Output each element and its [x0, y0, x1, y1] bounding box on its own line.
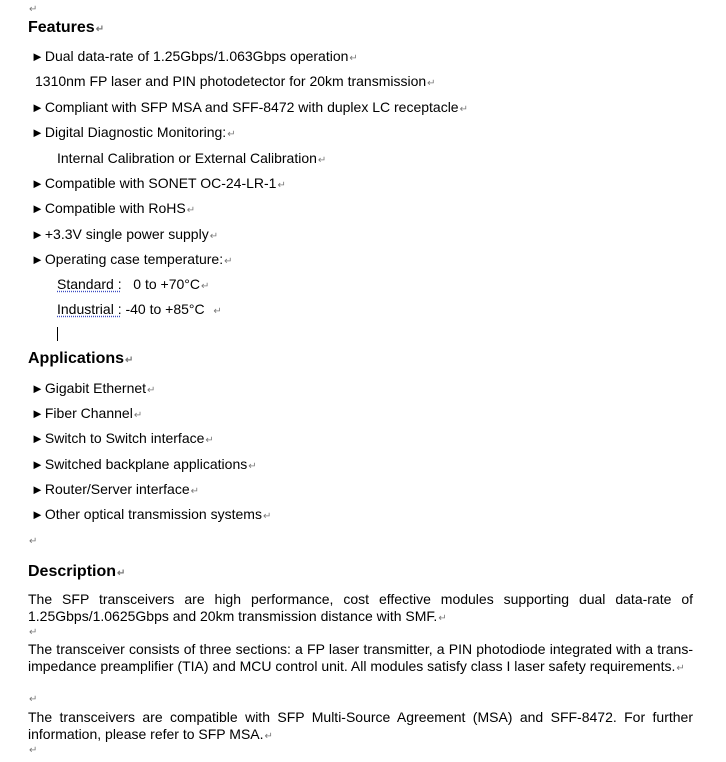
text-cursor[interactable] [57, 327, 58, 341]
feature-item: ►Digital Diagnostic Monitoring:↵ [31, 124, 236, 140]
description-paragraph: The SFP transceivers are high performance, cost effective modules supporting dual data-rate of 1.25Gbps/1.0625Gbps and 20km transmission distance with SMF.↵ [28, 591, 693, 624]
applications-heading: Applications↵ [28, 350, 134, 367]
paragraph-mark: ↵ [29, 694, 38, 705]
feature-item: ►Operating case temperature:↵ [31, 251, 233, 267]
application-item: ►Gigabit Ethernet↵ [31, 380, 156, 396]
paragraph-mark: ↵ [29, 4, 38, 15]
temperature-standard: Standard : 0 to +70°C↵ [57, 276, 210, 292]
bullet-arrow-icon: ► [31, 125, 44, 140]
description-paragraph: The transceivers are compatible with SFP Multi-Source Agreement (MSA) and SFF-8472. For further information, please refer to SFP MSA.↵ [28, 709, 693, 742]
application-item: ►Switch to Switch interface↵ [31, 430, 214, 446]
application-item: ►Fiber Channel↵ [31, 405, 143, 421]
bullet-arrow-icon: ► [31, 100, 44, 115]
paragraph-mark: ↵ [29, 745, 38, 756]
feature-item: ►Dual data-rate of 1.25Gbps/1.063Gbps operation↵ [31, 48, 358, 64]
feature-item: ►Compatible with SONET OC-24-LR-1↵ [31, 175, 286, 191]
bullet-arrow-icon: ► [31, 201, 44, 216]
feature-subitem: Internal Calibration or External Calibration↵ [57, 150, 327, 166]
feature-item: ►+3.3V single power supply↵ [31, 226, 219, 242]
bullet-arrow-icon: ► [31, 457, 44, 472]
bullet-arrow-icon: ► [31, 406, 44, 421]
application-item: ►Switched backplane applications↵ [31, 456, 257, 472]
description-paragraph: The transceiver consists of three sections: a FP laser transmitter, a PIN photodiode integrated with a trans-impedance preamplifier (TIA) and MCU control unit. All modules satisfy class I laser safety requirements.↵ [28, 641, 693, 674]
bullet-arrow-icon: ► [31, 176, 44, 191]
paragraph-mark: ↵ [29, 536, 38, 547]
bullet-arrow-icon: ► [31, 252, 44, 267]
bullet-arrow-icon: ► [31, 482, 44, 497]
paragraph-mark: ↵ [29, 627, 38, 638]
application-item: ►Other optical transmission systems↵ [31, 506, 272, 522]
application-item: ►Router/Server interface↵ [31, 481, 199, 497]
feature-item: 1310nm FP laser and PIN photodetector for 20km transmission↵ [35, 73, 436, 89]
bullet-arrow-icon: ► [31, 227, 44, 242]
industrial-label: Industrial : [57, 301, 122, 317]
description-heading: Description↵ [28, 563, 126, 580]
bullet-arrow-icon: ► [31, 49, 44, 64]
industrial-value: -40 to +85°C [125, 301, 205, 317]
standard-value: 0 to +70°C [133, 276, 200, 292]
bullet-arrow-icon: ► [31, 507, 44, 522]
bullet-arrow-icon: ► [31, 431, 44, 446]
temperature-industrial: Industrial : -40 to +85°C ↵ [57, 301, 222, 317]
feature-item: ►Compatible with RoHS↵ [31, 200, 196, 216]
standard-label: Standard : [57, 276, 122, 292]
feature-item: ►Compliant with SFP MSA and SFF-8472 with duplex LC receptacle↵ [31, 99, 468, 115]
features-heading: Features↵ [28, 19, 105, 36]
bullet-arrow-icon: ► [31, 381, 44, 396]
